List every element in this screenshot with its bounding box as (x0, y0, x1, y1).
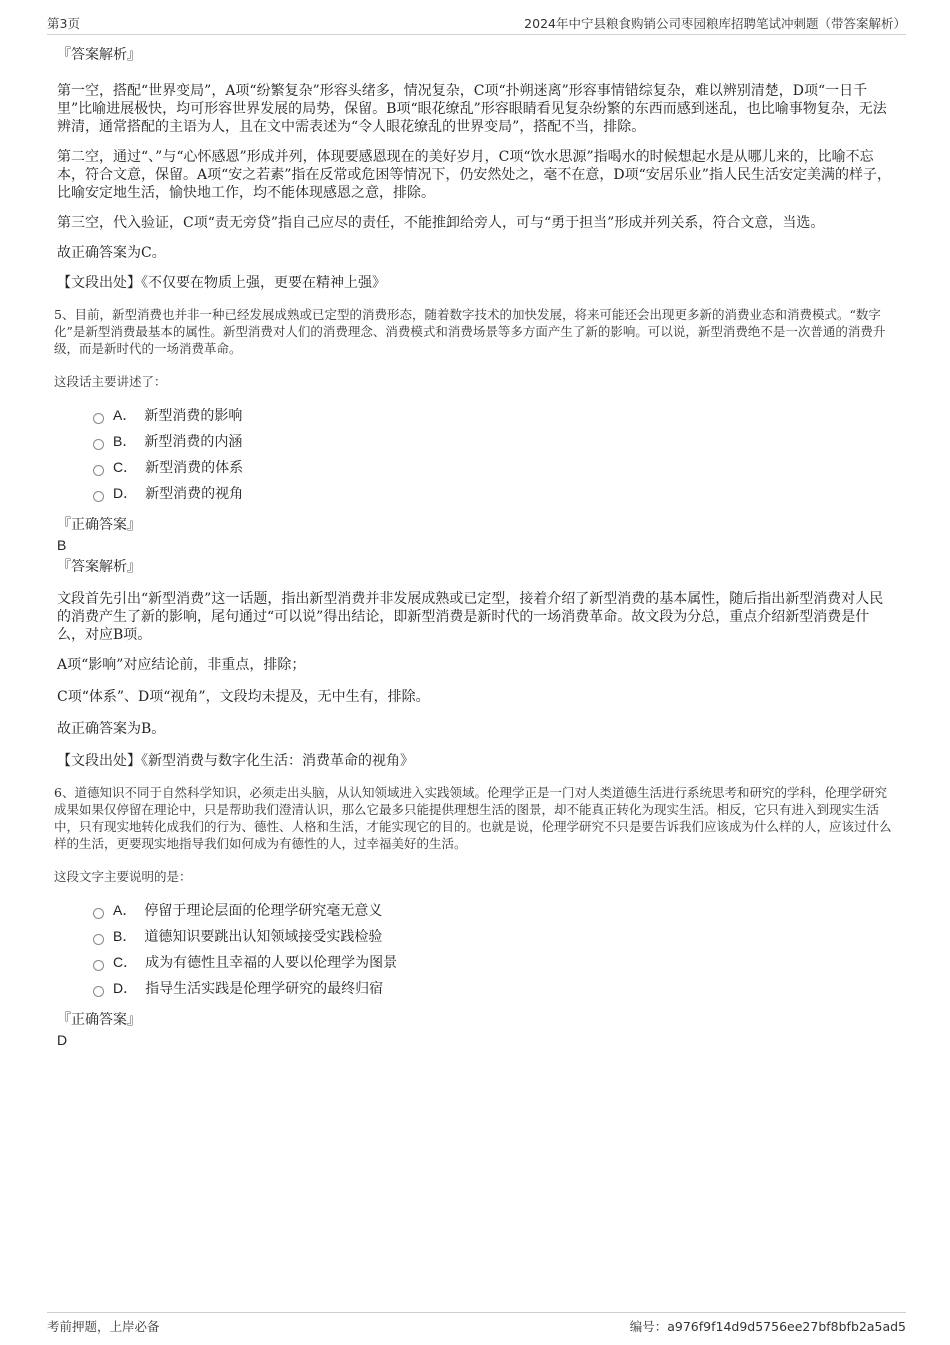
q6-question: 6、道德知识不同于自然科学知识，必须走出头脑，从认知领域进入实践领域。伦理学正是一门对人类道德生活进行系统思考和研究的学科，伦理学研究成果如果仅停留在理论中，只是帮助我们澄清认识，那么它最多只能提供理想生活的图景，却不能真正转化为现实生活。相反，它只有进入到现实生活中，只有现实地转化成我们的行为、德性、人格和生活，才能实现它的目的。也就是说，伦理学研究不只是要告诉我们应该成为什么样的人，应该过什么样的生活，更要现实地指导我们如何成为有德性的人，过幸福美好的生活。 (54, 785, 892, 851)
document-title: 2024年中宁县粮食购销公司枣园粮库招聘笔试冲刺题（带答案解析） (524, 16, 906, 31)
q4-conclusion: 故正确答案为C。 (57, 245, 166, 261)
q4-analysis-label: 『答案解析』 (57, 47, 141, 63)
radio-icon[interactable] (93, 465, 104, 476)
q4-analysis-para2: 第二空，通过“、”与“心怀感恩”形成并列，体现要感恩现在的美好岁月，C项“饮水思源”指喝水的时候想起水是从哪儿来的，比喻不忘本，符合文意，保留。A项“安之若素”指在反常或危困等情况下，仍安然处之，毫不在意，D项“安居乐业”指人民生活安定美满的样子，比喻安定地生活，愉快地工作，均不能体现感恩之意，排除。 (57, 149, 891, 201)
q5-question: 5、目前，新型消费也并非一种已经发展成熟或已定型的消费形态，随着数字技术的加快发展，将来可能还会出现更多新的消费业态和消费模式。“数字化”是新型消费最基本的属性。新型消费对人们的消费理念、消费模式和消费场景等多方面产生了新的影响。可以说，新型消费绝不是一次普通的消费升级，而是新时代的一场消费革命。 (54, 307, 886, 356)
q6-option-c[interactable]: C． 成为有德性且幸福的人要以伦理学为图景 (93, 949, 897, 975)
q5-option-b[interactable]: B． 新型消费的内涵 (93, 428, 897, 454)
q5-analysis-label: 『答案解析』 (57, 559, 141, 575)
q5-options (93, 402, 897, 506)
q5-answer-label: 『正确答案』 (57, 517, 141, 533)
q6-option-b[interactable]: B． 道德知识要跳出认知领域接受实践检验 (93, 923, 897, 949)
q4-analysis-para3: 第三空，代入验证，C项“责无旁贷”指自己应尽的责任，不能推卸给旁人，可与“勇于担当”形成并列关系，符合文意，当选。 (57, 215, 825, 231)
q5-answer: B (57, 537, 67, 553)
q5-option-c[interactable]: C． 新型消费的体系 (93, 454, 897, 480)
q5-source: 【文段出处】《新型消费与数字化生活：消费革命的视角》 (57, 753, 414, 769)
q5-conclusion: 故正确答案为B。 (57, 721, 166, 737)
radio-icon[interactable] (93, 413, 104, 424)
radio-icon[interactable] (93, 439, 104, 450)
q5-analysis-para2: A项“影响”对应结论前，非重点，排除； (57, 657, 306, 673)
radio-icon[interactable] (93, 934, 104, 945)
footer-slogan: 考前押题，上岸必备 (47, 1319, 160, 1334)
q6-prompt: 这段文字主要说明的是： (54, 869, 192, 884)
radio-icon[interactable] (93, 491, 104, 502)
q6-answer-label: 『正确答案』 (57, 1012, 141, 1028)
document-id: 编号：a976f9f14d9d5756ee27bf8bfb2a5ad5 (629, 1319, 906, 1334)
page-footer (47, 1312, 906, 1335)
radio-icon[interactable] (93, 908, 104, 919)
q6-option-a[interactable]: A． 停留于理论层面的伦理学研究毫无意义 (93, 897, 897, 923)
q6-options (93, 897, 897, 1001)
q6-option-d[interactable]: D． 指导生活实践是伦理学研究的最终归宿 (93, 975, 897, 1001)
q5-prompt: 这段话主要讲述了： (54, 374, 167, 389)
q4-source: 【文段出处】《不仅要在物质上强，更要在精神上强》 (57, 275, 386, 291)
q4-analysis-para1: 第一空，搭配“世界变局”，A项“纷繁复杂”形容头绪多，情况复杂，C项“扑朔迷离”形容事情错综复杂，难以辨别清楚，D项“一日千里”比喻进展极快，均可形容世界发展的局势，保留。B项“眼花缭乱”形容眼睛看见复杂纷繁的东西而感到迷乱，也比喻事物复杂，无法辨清，通常搭配的主语为人，且在文中需表述为“令人眼花缭乱的世界变局”，搭配不当，排除。 (57, 83, 887, 135)
page-number: 第3页 (47, 16, 80, 31)
q5-analysis-para1: 文段首先引出“新型消费”这一话题，指出新型消费并非发展成熟或已定型，接着介绍了新型消费的基本属性，随后指出新型消费对人民的消费产生了新的影响，尾句通过“可以说”得出结论，即新型消费是新时代的一场消费革命。故文段为分总，重点介绍新型消费是什么，对应B项。 (57, 591, 884, 643)
document-body (54, 46, 897, 1053)
radio-icon[interactable] (93, 986, 104, 997)
page-header (47, 14, 906, 35)
radio-icon[interactable] (93, 960, 104, 971)
q6-answer: D (57, 1032, 68, 1048)
q5-option-a[interactable]: A． 新型消费的影响 (93, 402, 897, 428)
q5-option-d[interactable]: D． 新型消费的视角 (93, 480, 897, 506)
q5-analysis-para3: C项“体系”、D项“视角”，文段均未提及，无中生有，排除。 (57, 689, 430, 705)
